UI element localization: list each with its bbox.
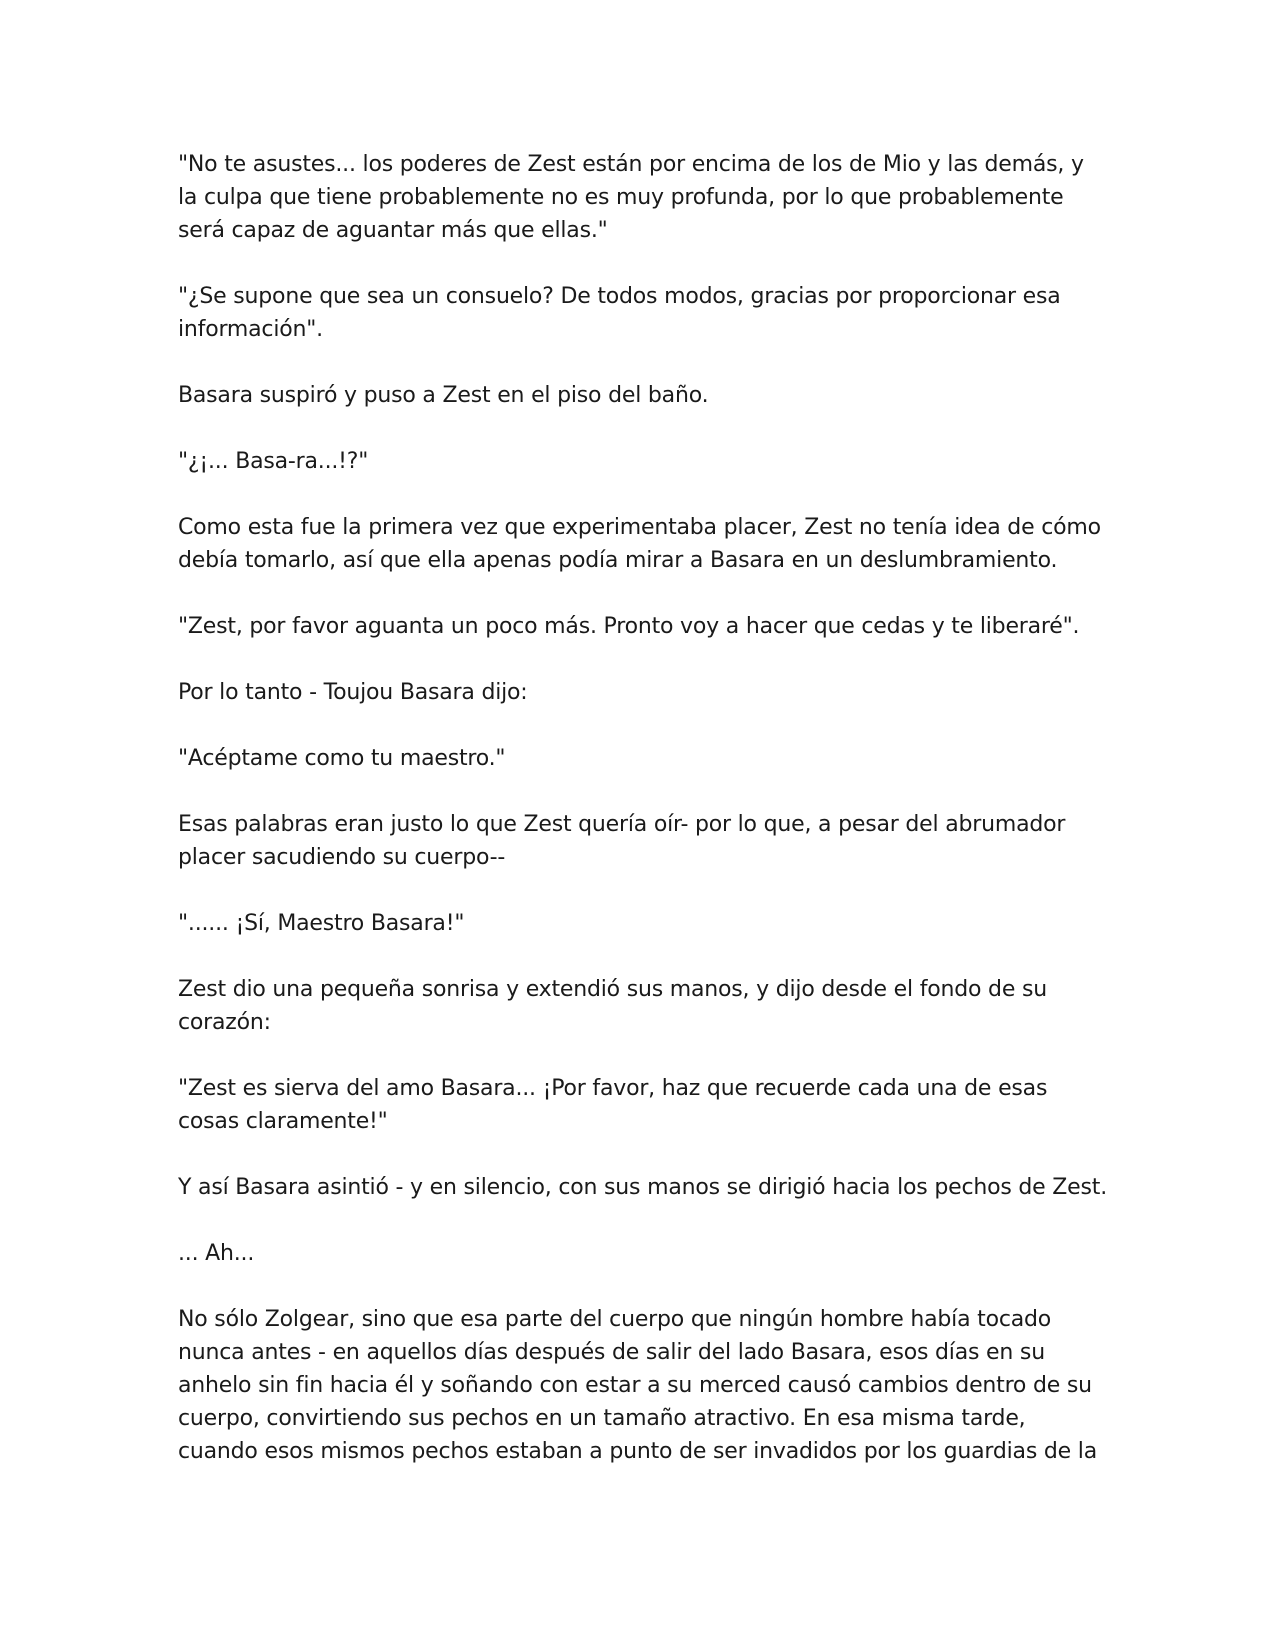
paragraph-1: "No te asustes... los poderes de Zest están por encima de los de Mio y las demás, y la culpa que tiene probablemente no es muy profunda, por lo que probablemente será capaz de aguantar más que ellas." <box>178 152 1084 243</box>
paragraph-4: "¿¡... Basa-ra...!?" <box>178 449 369 474</box>
paragraph-11: Zest dio una pequeña sonrisa y extendió sus manos, y dijo desde el fondo de su corazón: <box>178 977 1047 1035</box>
paragraph-15: No sólo Zolgear, sino que esa parte del cuerpo que ningún hombre había tocado nunca antes - en aquellos días después de salir del lado Basara, esos días en su anhelo sin fin hacia él y soñando con estar a su merced causó cambios dentro de su cuerpo, convirtiendo sus pechos en un tamaño atractivo. En esa misma tarde, cuando esos mismos pechos estaban a punto de ser invadidos por los guardias de la <box>178 1307 1097 1464</box>
document-body <box>178 148 1108 1468</box>
paragraph-3: Basara suspiró y puso a Zest en el piso del baño. <box>178 383 709 408</box>
paragraph-7: Por lo tanto - Toujou Basara dijo: <box>178 680 528 705</box>
paragraph-8: "Acéptame como tu maestro." <box>178 746 506 771</box>
paragraph-2: "¿Se supone que sea un consuelo? De todos modos, gracias por proporcionar esa información". <box>178 284 1061 342</box>
paragraph-5: Como esta fue la primera vez que experimentaba placer, Zest no tenía idea de cómo debía tomarlo, así que ella apenas podía mirar a Basara en un deslumbramiento. <box>178 515 1101 573</box>
paragraph-9: Esas palabras eran justo lo que Zest quería oír- por lo que, a pesar del abrumador placer sacudiendo su cuerpo-- <box>178 812 1066 870</box>
paragraph-13: Y así Basara asintió - y en silencio, con sus manos se dirigió hacia los pechos de Zest. <box>178 1175 1107 1200</box>
paragraph-6: "Zest, por favor aguanta un poco más. Pronto voy a hacer que cedas y te liberaré". <box>178 614 1080 639</box>
paragraph-14: ... Ah... <box>178 1241 255 1266</box>
paragraph-12: "Zest es sierva del amo Basara... ¡Por favor, haz que recuerde cada una de esas cosas claramente!" <box>178 1076 1048 1134</box>
paragraph-10: "...... ¡Sí, Maestro Basara!" <box>178 911 465 936</box>
